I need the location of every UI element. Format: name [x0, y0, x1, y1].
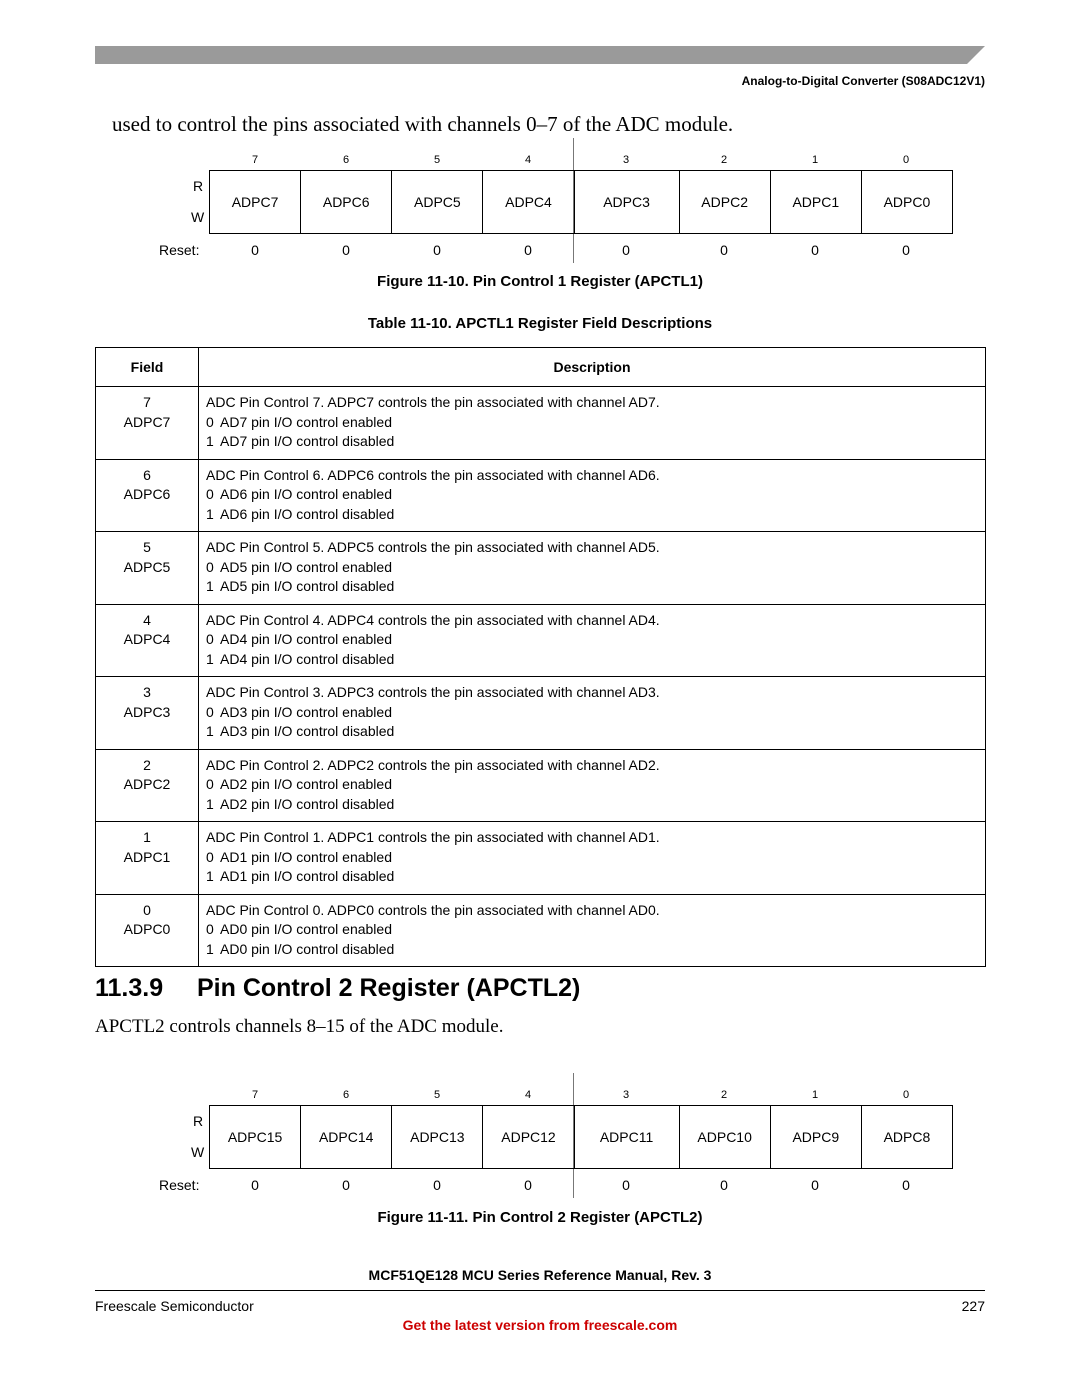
bit-number: 7: [251, 1089, 259, 1101]
intro-text: used to control the pins associated with channels 0–7 of the ADC module.: [112, 112, 734, 136]
section-title: Pin Control 2 Register (APCTL2): [197, 974, 581, 1002]
enum-text: AD4 pin I/O control enabled: [220, 631, 392, 647]
read-label: R: [193, 178, 204, 194]
field-name: ADPC7: [123, 413, 171, 430]
register-field: ADPC1: [771, 171, 862, 233]
description-cell: [199, 387, 986, 460]
bit-number: 6: [342, 154, 350, 166]
enum-value: 1: [206, 578, 214, 594]
enum-value: 0: [206, 413, 214, 430]
table-row: [96, 387, 986, 460]
enum-line: [206, 867, 985, 887]
description-cell: [199, 677, 986, 750]
field-bit: 1: [143, 829, 151, 845]
reset-value: 0: [902, 1177, 910, 1193]
field-cell: [96, 894, 199, 967]
reset-label: Reset:: [159, 242, 200, 258]
enum-text: AD3 pin I/O control disabled: [220, 723, 395, 739]
bit-number: 5: [433, 154, 441, 166]
enum-value: 0: [206, 631, 214, 647]
bit-number: 6: [342, 1089, 350, 1101]
table-row: [96, 604, 986, 677]
register-fields: [209, 1105, 953, 1169]
description-cell: [199, 532, 986, 605]
register-field: ADPC0: [883, 194, 931, 210]
enum-line: [206, 795, 985, 815]
register-field: ADPC6: [301, 171, 392, 233]
table-row: [96, 459, 986, 532]
field-cell: [96, 822, 199, 895]
enum-text: AD2 pin I/O control enabled: [220, 776, 392, 792]
bit-number: 1: [811, 1089, 819, 1101]
enum-line: [206, 432, 985, 452]
column-header-description: Description: [199, 348, 986, 387]
register-field: ADPC7: [210, 171, 301, 233]
field-cell: [96, 677, 199, 750]
table-row: [96, 749, 986, 822]
register-field: ADPC2: [680, 171, 771, 233]
table-header-row: [96, 348, 986, 387]
field-cell: [96, 532, 199, 605]
enum-line: [206, 630, 985, 650]
bit-number: 0: [902, 1089, 910, 1101]
enum-line: [206, 558, 985, 578]
reset-label: Reset:: [159, 1177, 200, 1193]
field-bit: 2: [143, 756, 151, 773]
reset-value: 0: [342, 1177, 350, 1193]
register-field: ADPC15: [210, 1106, 301, 1168]
description-cell: [199, 822, 986, 895]
read-label: R: [193, 1113, 204, 1129]
enum-text: AD6 pin I/O control enabled: [220, 486, 392, 502]
bit-number: 3: [622, 154, 630, 166]
reset-value: 0: [720, 242, 728, 258]
enum-line: [206, 505, 985, 525]
field-description: ADC Pin Control 4. ADPC4 controls the pin associated with channel AD4.: [206, 611, 660, 628]
bit-number: 2: [720, 1089, 728, 1101]
field-description: ADC Pin Control 3. ADPC3 controls the pin associated with channel AD3.: [206, 684, 660, 700]
enum-line: [206, 722, 985, 742]
enum-line: [206, 848, 985, 868]
freescale-link[interactable]: Get the latest version from freescale.com: [402, 1317, 678, 1333]
field-description: ADC Pin Control 7. ADPC7 controls the pin associated with channel AD7.: [206, 394, 660, 410]
section-number: 11.3.9: [95, 974, 164, 1002]
table-row: [96, 822, 986, 895]
reset-value: 0: [251, 242, 259, 258]
enum-text: AD3 pin I/O control enabled: [220, 703, 392, 720]
enum-text: AD1 pin I/O control enabled: [220, 848, 392, 865]
register-field: ADPC11: [575, 1106, 680, 1168]
reset-value: 0: [524, 242, 532, 258]
field-bit: 3: [143, 684, 151, 700]
enum-value: 1: [206, 505, 214, 522]
field-bit: 7: [143, 394, 151, 410]
enum-line: [206, 485, 985, 505]
bit-number: 5: [433, 1089, 441, 1101]
register-fields: [209, 170, 953, 234]
reset-value: 0: [811, 242, 819, 258]
column-header-field: Field: [96, 348, 199, 387]
table-row: [96, 532, 986, 605]
reset-value: 0: [433, 1177, 441, 1193]
enum-text: AD2 pin I/O control disabled: [220, 795, 395, 812]
field-cell: [96, 387, 199, 460]
bit-number: 4: [524, 1089, 532, 1101]
field-bit: 6: [143, 466, 151, 483]
bit-number: 2: [720, 154, 728, 166]
description-cell: [199, 604, 986, 677]
description-cell: [199, 894, 986, 967]
field-cell: [96, 749, 199, 822]
reset-value: 0: [902, 242, 910, 258]
enum-value: 1: [206, 940, 214, 957]
enum-text: AD5 pin I/O control enabled: [220, 558, 392, 575]
register-field: ADPC8: [883, 1129, 931, 1145]
bit-number: 3: [622, 1089, 630, 1101]
field-name: ADPC3: [123, 703, 171, 720]
table-row: [96, 677, 986, 750]
manual-title: MCF51QE128 MCU Series Reference Manual, Rev. 3: [368, 1267, 712, 1283]
description-cell: [199, 749, 986, 822]
register-field: ADPC10: [680, 1106, 771, 1168]
enum-line: [206, 940, 985, 960]
enum-text: AD4 pin I/O control disabled: [220, 650, 395, 667]
field-bit: 5: [143, 539, 151, 555]
field-bit: 4: [143, 611, 151, 628]
footer-divider: [95, 1290, 985, 1291]
enum-value: 0: [206, 776, 214, 792]
field-cell: [96, 459, 199, 532]
enum-line: [206, 920, 985, 940]
field-description: ADC Pin Control 0. ADPC0 controls the pin associated with channel AD0.: [206, 901, 660, 918]
enum-value: 1: [206, 650, 214, 667]
enum-value: 0: [206, 703, 214, 720]
bit-number: 1: [811, 154, 819, 166]
company-name: Freescale Semiconductor: [95, 1298, 254, 1314]
enum-value: 1: [206, 723, 214, 739]
field-description-table: [95, 347, 986, 967]
enum-text: AD7 pin I/O control enabled: [220, 413, 392, 430]
field-bit: 0: [143, 901, 151, 918]
table-row: [96, 894, 986, 967]
section-text: APCTL2 controls channels 8–15 of the ADC module.: [95, 1016, 504, 1037]
field-name: ADPC1: [123, 848, 171, 865]
enum-text: AD0 pin I/O control disabled: [220, 940, 395, 957]
section-heading: [95, 974, 580, 1003]
enum-value: 1: [206, 795, 214, 812]
description-cell: [199, 459, 986, 532]
register-field: ADPC14: [301, 1106, 392, 1168]
register-field: ADPC12: [483, 1106, 574, 1168]
enum-text: AD6 pin I/O control disabled: [220, 505, 395, 522]
register-field: ADPC5: [392, 171, 483, 233]
page-number: 227: [961, 1298, 985, 1314]
reset-value: 0: [524, 1177, 532, 1193]
bit-number: 4: [524, 154, 532, 166]
field-name: ADPC6: [123, 486, 171, 502]
field-description: ADC Pin Control 6. ADPC6 controls the pin associated with channel AD6.: [206, 466, 660, 483]
enum-text: AD1 pin I/O control disabled: [220, 868, 395, 884]
reset-value: 0: [811, 1177, 819, 1193]
field-name: ADPC0: [123, 921, 171, 937]
register-field: ADPC9: [771, 1106, 862, 1168]
field-name: ADPC2: [123, 776, 171, 792]
figure-caption: Figure 11-11. Pin Control 2 Register (APCTL2): [377, 1209, 703, 1226]
reset-value: 0: [720, 1177, 728, 1193]
reset-value: 0: [342, 242, 350, 258]
enum-text: AD5 pin I/O control disabled: [220, 578, 395, 594]
enum-value: 1: [206, 868, 214, 884]
enum-line: [206, 577, 985, 597]
write-label: W: [191, 1144, 205, 1160]
enum-line: [206, 650, 985, 670]
table-caption: Table 11-10. APCTL1 Register Field Descriptions: [367, 315, 713, 332]
figure-caption: Figure 11-10. Pin Control 1 Register (APCTL1): [377, 273, 703, 290]
field-name: ADPC4: [123, 631, 171, 647]
field-name: ADPC5: [123, 558, 171, 575]
reset-value: 0: [251, 1177, 259, 1193]
enum-text: AD0 pin I/O control enabled: [220, 921, 392, 937]
enum-line: [206, 775, 985, 795]
enum-value: 1: [206, 433, 214, 449]
bit-number: 0: [902, 154, 910, 166]
field-description: ADC Pin Control 5. ADPC5 controls the pin associated with channel AD5.: [206, 539, 660, 555]
reset-value: 0: [622, 1177, 630, 1193]
enum-value: 0: [206, 921, 214, 937]
bit-number: 7: [251, 154, 259, 166]
register-field: ADPC4: [483, 171, 574, 233]
header-bar: [95, 46, 985, 64]
enum-text: AD7 pin I/O control disabled: [220, 433, 395, 449]
register-field: ADPC3: [575, 171, 680, 233]
running-head: Analog-to-Digital Converter (S08ADC12V1): [741, 74, 985, 88]
field-cell: [96, 604, 199, 677]
enum-line: [206, 703, 985, 723]
field-description: ADC Pin Control 2. ADPC2 controls the pin associated with channel AD2.: [206, 756, 660, 773]
write-label: W: [191, 209, 205, 225]
register-field: ADPC13: [392, 1106, 483, 1168]
reset-value: 0: [622, 242, 630, 258]
enum-value: 0: [206, 848, 214, 865]
enum-value: 0: [206, 558, 214, 575]
field-description: ADC Pin Control 1. ADPC1 controls the pin associated with channel AD1.: [206, 829, 660, 845]
enum-line: [206, 413, 985, 433]
reset-value: 0: [433, 242, 441, 258]
enum-value: 0: [206, 486, 214, 502]
